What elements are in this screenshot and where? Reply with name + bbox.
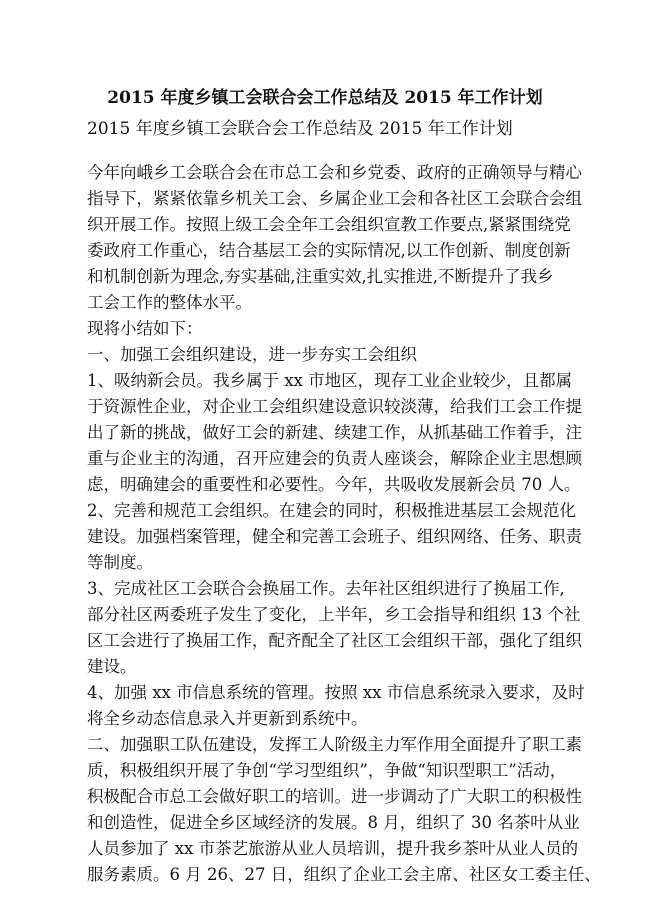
document-subtitle: 2015 年度乡镇工会联合会工作总结及 2015 年工作计划: [87, 119, 513, 139]
body-line: 今年向峨乡工会联合会在市总工会和乡党委、政府的正确领导与精心: [87, 163, 582, 182]
document-body: [87, 160, 601, 888]
body-line: 和机制创新为理念,夯实基础,注重实效,扎实推进,不断提升了我乡: [87, 267, 554, 286]
body-line: 出了新的挑战，做好工会的新建、续建工作，从抓基础工作着手，注: [87, 423, 582, 442]
body-line: 建设。: [87, 657, 137, 676]
body-line: 二、加强职工队伍建设，发挥工人阶级主力军作用全面提升了职工素: [87, 735, 582, 754]
body-line: 委政府工作重心，结合基层工会的实际情况,以工作创新、制度创新: [87, 241, 571, 260]
body-line: 1、吸纳新会员。我乡属于 xx 市地区，现存工业企业较少，且都属: [87, 371, 573, 390]
body-line: 于资源性企业，对企业工会组织建设意识较淡薄，给我们工会工作提: [87, 397, 582, 416]
body-line: 织开展工作。按照上级工会全年工会组织宣教工作要点,紧紧围绕党: [87, 215, 571, 234]
body-line: 4、加强 xx 市信息系统的管理。按照 xx 市信息系统录入要求，及时: [87, 683, 585, 702]
body-line: 等制度。: [87, 553, 153, 572]
body-line: 指导下，紧紧依靠乡机关工会、乡属企业工会和各社区工会联合会组: [87, 189, 582, 208]
document-title: 2015 年度乡镇工会联合会工作总结及 2015 年工作计划: [107, 88, 543, 108]
body-line: 和创造性，促进全乡区域经济的发展。8 月，组织了 30 名茶叶从业: [87, 813, 580, 832]
body-line: 3、完成社区工会联合会换届工作。去年社区组织进行了换届工作,: [87, 579, 565, 598]
body-line: 人员参加了 xx 市茶艺旅游从业人员培训，提升我乡茶叶从业人员的: [87, 839, 579, 858]
body-line: 质，积极组织开展了争创“学习型组织”，争做“知识型职工”活动，: [87, 761, 567, 780]
body-line: 2、完善和规范工会组织。在建会的同时，积极推进基层工会规范化: [87, 501, 576, 520]
body-line: 现将小结如下：: [87, 319, 203, 338]
body-line: 积极配合市总工会做好职工的培训。进一步调动了广大职工的积极性: [87, 787, 582, 806]
body-line: 部分社区两委班子发生了变化，上半年，乡工会指导和组织 13 个社: [87, 605, 581, 624]
body-line: 工会工作的整体水平。: [87, 293, 252, 312]
body-line: 重与企业主的沟通，召开应建会的负责人座谈会，解除企业主思想顾: [87, 449, 582, 468]
body-line: 将全乡动态信息录入并更新到系统中。: [87, 709, 368, 728]
body-line: 区工会进行了换届工作，配齐配全了社区工会组织干部，强化了组织: [87, 631, 582, 650]
body-line: 服务素质。6 月 26、27 日，组织了企业工会主席、社区女工委主任、: [87, 865, 601, 884]
body-line: 虑，明确建会的重要性和必要性。今年，共吸收发展新会员 70 人。: [87, 475, 581, 494]
body-line: 建设。加强档案管理，健全和完善工会班子、组织网络、任务、职责: [87, 527, 582, 546]
body-line: 一、加强工会组织建设，进一步夯实工会组织: [87, 345, 417, 364]
